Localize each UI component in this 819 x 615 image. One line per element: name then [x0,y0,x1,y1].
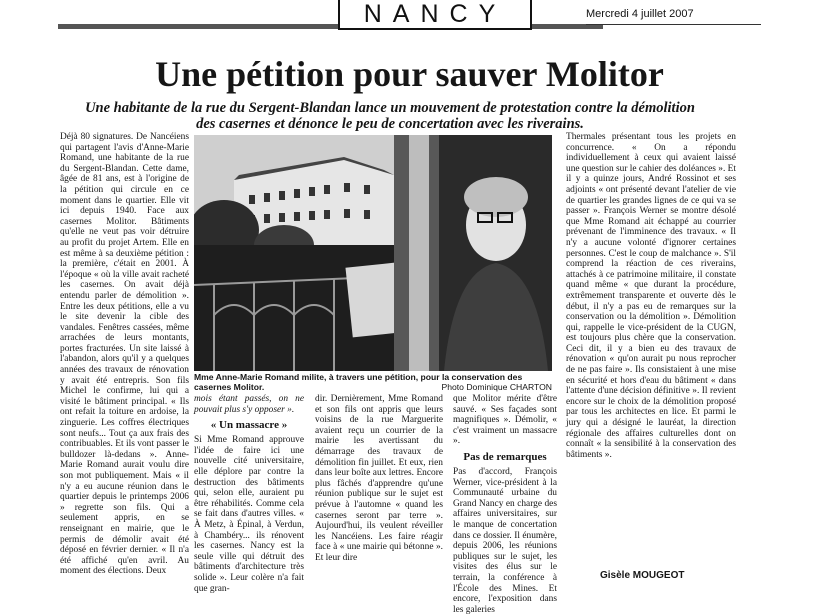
photo-caption-block [194,372,552,392]
column-4-text: Pas d'accord, François Werner, vice-président à la Communauté urbaine du Grand Nancy en charge des affaires universitaires, sur le manque de concertation dans ce dossier. Il énumère, depuis 2006, les réunions publiques sur le sujet, les visites des élus sur le terrain, la conférence à l'École des Mines. Et encore, l'exposition dans les galeries [453,466,557,615]
article-photo [194,135,552,371]
column-2-text: Si Mme Romand approuve l'idée de faire ici une nouvelle cité universitaire, elle déplore par contre la destruction des bâtiments qui, selon elle, auraient pu être réhabilités. Comme cela se fait dans d'autres villes. « À Metz, à Épinal, à Verdun, à Chambéry... ils rénovent les casernes. Nancy est la seule ville qui détruit des bâtiments d'architecture très solide ». Leur colère n'a fait que gran- [194,435,304,594]
photo-image [194,135,552,371]
subtitle-pas-de-remarques: Pas de remarques [463,450,547,463]
article-column-4 [453,394,557,615]
column-1-text: Déjà 80 signatures. De Nancéiens qui partagent l'avis d'Anne-Marie Romand, une habitante de la rue du Sergent-Blandan. Cette dame, âgée de 81 ans, est à l'origine de la pétition qui circule en ce moment dans le quartier. Elle vit ici depuis 1940. Face aux casernes Molitor. Bâtiments qu'elle ne veut pas voir détruire au profit du projet Artem. Elle en est même à sa deuxième pétition : la première, c'était en 2001. À l'époque « où la ville avait racheté les casernes. On avait déjà entendu parler de démolition ». Entre les deux pétitions, elle a vu le site devenir la cible des vandales. Fenêtres cassées, même arrachées de leurs montants, portes fracturées. Un site laissé à l'abandon, alors qu'il y a quelques années des travaux de rénovation y avait été entrepris. Son fils Michel le confirme, lui qui a visité le bâtiment principal. « Ils ont refait la toiture en ardoise, la zinguerie. Les coffres électriques sont neufs... Tout ça aux frais des contribuables. Et ils vont passer le bulldozer là-dedans ». Anne-Marie Romand aurait voulu dire son mot publiquement. Mais « il n'y a eu aucune réunion dans le quartier depuis le printemps 2006 » regrette son fils. Qui a seulement appris, en se renseignant en mairie, que le permis de démolir avait été déposé en février dernier. « Il n'a été affiché qu'en avril. Au moment des élections. Deux [60,132,189,577]
article-column-5 [566,132,736,460]
column-5-text: Thermales présentant tous les projets en concurrence. « On a répondu individuellement à ceux qui avaient laissé une question sur le cahier des doléances ». Et il y a quinze jours, André Rossinot et ses adjoints « ont présenté devant l'atelier de vie de quartier les grandes lignes de ce qui va se passer ». François Werner se montre désolé que Mme Romand ait échappé au courrier prévenant de l'imminence des travaux. « Il n'y a aucune volonté d'ignorer certaines personnes. C'est le coup de malchance ». S'il comprend la réaction de ces riverains, attachés à ce patrimoine militaire, il constate quand même « que durant la procédure, extrêmement transparente et ouverte dès le début, il n'y a pas eu de remarques sur la conservation ou la démolition ». Démolition qui, rappelle le vice-président de la CUGN, est toujours plus chère que la conservation. Ceci dit, il y a bien eu des travaux de rénovation « qu'on aurait pu nous reprocher de ne pas faire ». Ils consistaient à une mise en sécurité et hors d'eau du bâtiment « dans l'attente d'une décision définitive ». Il revient encore sur le choix de la démolition proposé par tous les architectes en lice. Et parmi le jury qui a désigné le lauréat, la direction régionale des affaires culturelles dont on connaît « la sensibilité à la conservation des bâtiments ». [566,132,736,460]
author-signature: Gisèle MOUGEOT [600,570,685,581]
article-column-2 [194,394,304,594]
photo-caption: Mme Anne-Marie Romand milite, à travers une pétition, pour la conservation des casernes Molitor. [194,372,523,392]
column-4-text-top: que Molitor mérite d'être sauvé. « Ses façades sont magnifiques ». Démolir, « c'est vraiment un massacre ». [453,394,557,447]
masthead: NANCY [338,0,532,30]
article-column-3 [315,394,443,564]
column-2-text-top: mois étant passés, on ne pouvait plus s'y opposer ». [194,394,304,415]
headline: Une pétition pour sauver Molitor [155,54,664,94]
dateline: Mercredi 4 juillet 2007 [586,8,694,20]
dateline-rule [586,24,761,25]
page-header [0,0,819,34]
subhead: Une habitante de la rue du Sergent-Blandan lance un mouvement de protestation contre la démolition des casernes et dénonce le peu de concertation avec les riverains. [85,100,695,132]
photo-credit: Photo Dominique CHARTON [441,382,552,392]
article-column-1 [60,132,189,577]
column-3-text: dir. Dernièrement, Mme Romand et son fils ont appris que leurs voisins de la rue Marguerite avaient reçu un courrier de la mairie les avertissant du démarrage des travaux de démolition fin juillet. Et eux, rien dans leur boîte aux lettres. Encore plus fâchés d'apprendre qu'une réunion publique sur le sujet est prévue à l'automne « quand les casernes seront par terre ». Aujourd'hui, ils veulent réveiller les Nancéiens. Les faire réagir face à « une mairie qui bétonne ». Et leur dire [315,394,443,563]
subtitle-un-massacre: « Un massacre » [210,419,288,432]
